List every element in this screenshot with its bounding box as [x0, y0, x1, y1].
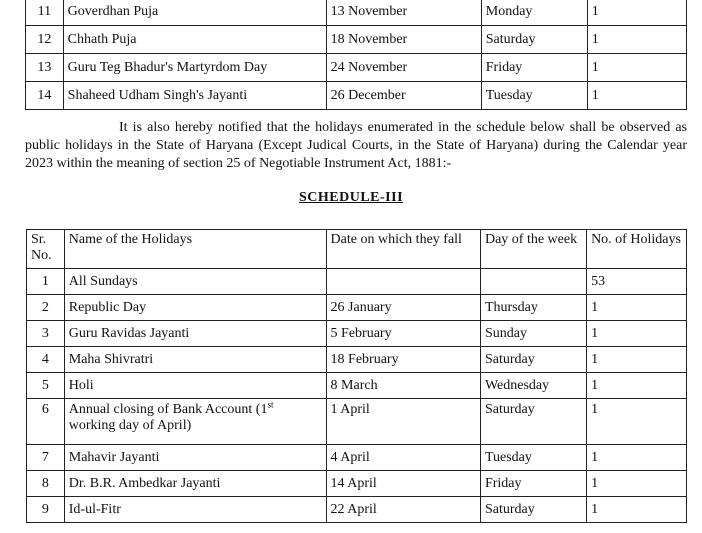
date-cell: 18 November [326, 26, 481, 54]
day-cell: Tuesday [481, 82, 587, 110]
sr-cell: 6 [27, 399, 65, 445]
date-cell: 5 February [326, 321, 480, 347]
holiday-name-cell: Dr. B.R. Ambedkar Jayanti [64, 471, 326, 497]
date-cell: 1 April [326, 399, 480, 445]
holiday-name-cell: Maha Shivratri [64, 347, 326, 373]
count-cell: 1 [587, 295, 687, 321]
table-row [27, 347, 687, 373]
day-cell: Tuesday [480, 445, 586, 471]
count-cell: 1 [587, 373, 687, 399]
holiday-name-cell: Guru Ravidas Jayanti [64, 321, 326, 347]
previous-schedule-table [25, 0, 687, 110]
day-cell [480, 269, 586, 295]
table-row [27, 497, 687, 523]
date-cell: 26 December [326, 82, 481, 110]
count-cell: 53 [587, 269, 687, 295]
day-cell: Sunday [480, 321, 586, 347]
day-cell: Thursday [480, 295, 586, 321]
holiday-name-cell: Republic Day [64, 295, 326, 321]
count-cell: 1 [587, 82, 686, 110]
header-day: Day of the week [480, 230, 586, 269]
count-cell: 1 [587, 471, 687, 497]
table-row [26, 26, 687, 54]
table-row [27, 445, 687, 471]
date-cell [326, 269, 480, 295]
holiday-name-cell: Guru Teg Bhadur's Martyrdom Day [63, 54, 326, 82]
date-cell: 22 April [326, 497, 480, 523]
count-cell: 1 [587, 347, 687, 373]
date-cell: 8 March [326, 373, 480, 399]
header-name: Name of the Holidays [64, 230, 326, 269]
count-cell: 1 [587, 445, 687, 471]
date-cell: 14 April [326, 471, 480, 497]
header-count: No. of Holidays [587, 230, 687, 269]
sr-cell: 8 [27, 471, 65, 497]
sr-cell: 13 [26, 54, 64, 82]
sr-cell: 2 [27, 295, 65, 321]
table-row [27, 295, 687, 321]
date-cell: 4 April [326, 445, 480, 471]
schedule-iii-table [26, 229, 687, 523]
sr-cell: 14 [26, 82, 64, 110]
count-cell: 1 [587, 497, 687, 523]
notice-paragraph [25, 119, 687, 173]
holiday-name-cell: Shaheed Udham Singh's Jayanti [63, 82, 326, 110]
date-cell: 26 January [326, 295, 480, 321]
table-row [26, 82, 687, 110]
holiday-name-cell [64, 399, 326, 445]
sr-cell: 4 [27, 347, 65, 373]
day-cell: Saturday [480, 497, 586, 523]
header-sr: Sr. No. [27, 230, 65, 269]
holiday-name-cell: Mahavir Jayanti [64, 445, 326, 471]
sr-cell: 5 [27, 373, 65, 399]
holiday-name-cell: Id-ul-Fitr [64, 497, 326, 523]
sr-cell: 12 [26, 26, 64, 54]
notice-text: It is also hereby notified that the holidays enumerated in the schedule below shall be observed as public holidays in the State of Haryana (Except Judical Courts, in the State of Haryana) during the Calendar year 2023 within the meaning of section 25 of Negotiable Instrument Act, 1881:- [25, 120, 687, 171]
day-cell: Wednesday [480, 373, 586, 399]
table-row [27, 269, 687, 295]
count-cell: 1 [587, 321, 687, 347]
day-cell: Saturday [480, 399, 586, 445]
table-row [27, 373, 687, 399]
table-row [26, 54, 687, 82]
sr-cell: 11 [26, 0, 64, 26]
day-cell: Monday [481, 0, 587, 26]
day-cell: Saturday [481, 26, 587, 54]
table-header-row [27, 230, 687, 269]
sr-cell: 1 [27, 269, 65, 295]
sr-cell: 9 [27, 497, 65, 523]
holiday-name-cell: Goverdhan Puja [63, 0, 326, 26]
table-row [26, 0, 687, 26]
holiday-name-cell: All Sundays [64, 269, 326, 295]
table-row [27, 321, 687, 347]
day-cell: Friday [480, 471, 586, 497]
table-row [27, 399, 687, 445]
day-cell: Friday [481, 54, 587, 82]
count-cell: 1 [587, 54, 686, 82]
header-date: Date on which they fall [326, 230, 480, 269]
table-row [27, 471, 687, 497]
holiday-name-part2: working day of April) [68, 418, 192, 433]
holiday-name-cell: Chhath Puja [63, 26, 326, 54]
date-cell: 18 February [326, 347, 480, 373]
sr-cell: 3 [27, 321, 65, 347]
sr-cell: 7 [27, 445, 65, 471]
count-cell: 1 [587, 26, 686, 54]
holiday-name-cell: Holi [64, 373, 326, 399]
count-cell: 1 [587, 399, 687, 445]
count-cell: 1 [587, 0, 686, 26]
date-cell: 24 November [326, 54, 481, 82]
holiday-name-part1: Annual closing of Bank Account (1 [68, 402, 268, 417]
date-cell: 13 November [326, 0, 481, 26]
day-cell: Saturday [480, 347, 586, 373]
ordinal-suffix: st [267, 399, 274, 410]
schedule-title: SCHEDULE-III [298, 190, 404, 205]
